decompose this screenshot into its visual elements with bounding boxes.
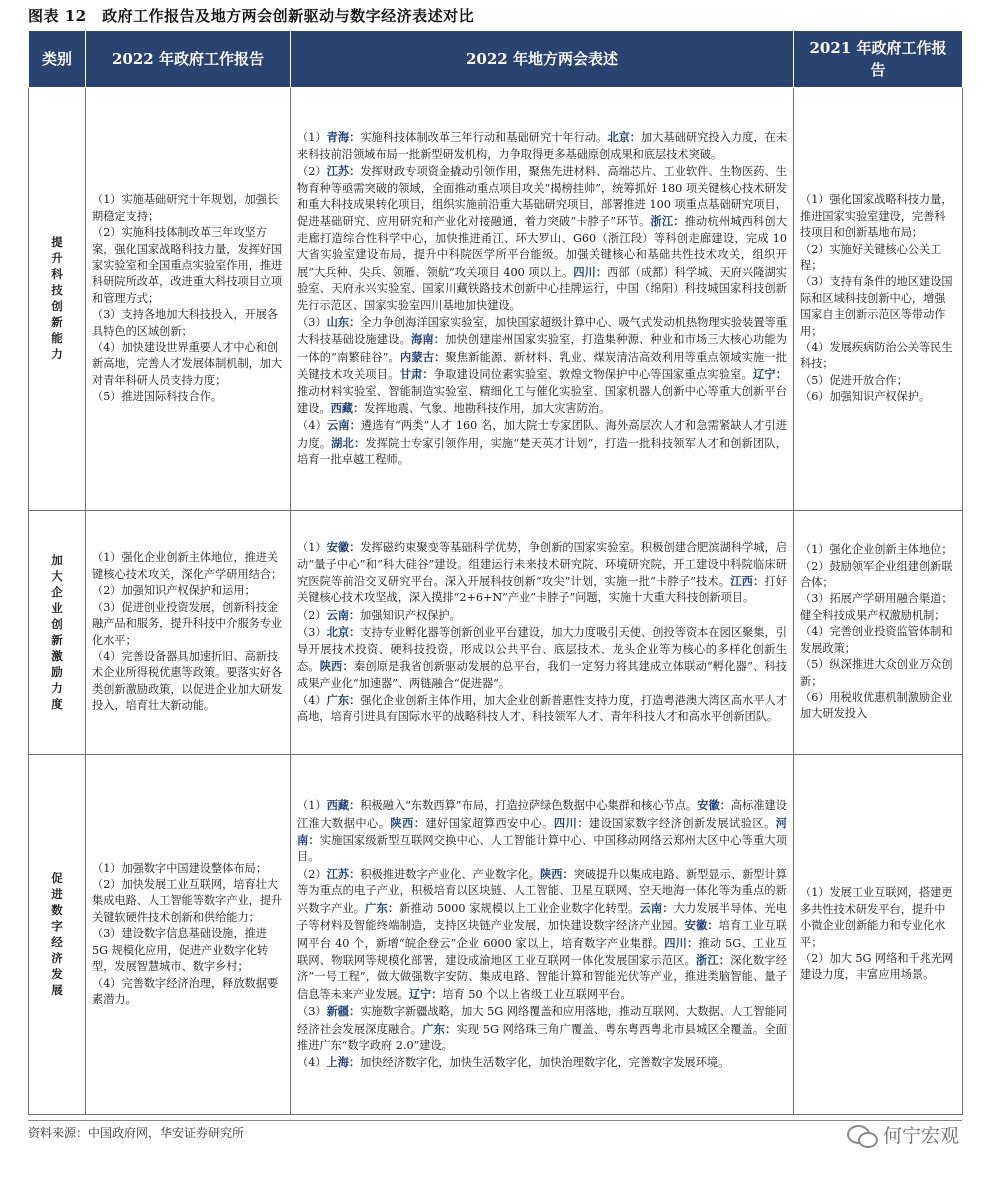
province-label: 江苏： xyxy=(326,164,361,179)
footer-divider xyxy=(28,1120,962,1121)
comparison-table xyxy=(28,30,963,1115)
statement-text: （3） xyxy=(297,1005,327,1019)
statement-text: 建设国家数字经济创新发展试验区。 xyxy=(588,816,776,830)
watermark xyxy=(847,1121,959,1148)
province-label: 海南： xyxy=(411,332,446,347)
province-label: 河南： xyxy=(297,815,787,848)
statement-text: 聚焦新能源、新材料、乳业、煤炭清洁高效利用等重点领域实施一批关键技术攻关项目。 xyxy=(297,350,787,382)
category-label: 提升科技创新能力 xyxy=(51,235,63,362)
gov-2021-item: （2）加大 5G 网络和千兆光网建设力度，丰富应用场景。 xyxy=(800,951,954,982)
statement-text: 推动 5G、工业互联网、物联网等规模化部署，建设成渝地区工业互联网一体化发展国家示范区。 xyxy=(297,936,787,967)
province-label: 四川： xyxy=(573,264,608,279)
local-2022-paragraph xyxy=(297,607,787,624)
province-label: 甘肃： xyxy=(399,367,434,382)
header-category: 类别 xyxy=(29,31,86,88)
gov-2021-item: （3）支持有条件的地区建设国际和区域科技创新中心，增强国家自主创新示范区等带动作用； xyxy=(800,275,953,338)
province-label: 广东： xyxy=(326,692,361,707)
category-cell xyxy=(29,88,86,511)
header-gov-2021-label: 2021 年政府工作报告 xyxy=(809,39,947,79)
gov-2022-item: （3）促进创业投资发展，创新科技金融产品和服务，提升科技中介服务专业化水平； xyxy=(92,600,283,647)
local-2022-paragraph xyxy=(297,1054,787,1071)
gov-2021-item: （1）强化国家战略科技力量，推进国家实验室建设，完善科技项目和创新基地布局； xyxy=(800,193,953,240)
gov-2022-item: （1）强化企业创新主体地位，推进关键核心技术攻关，深化产学研用结合； xyxy=(92,551,283,581)
gov-2021-item: （5）纵深推进大众创业万众创新； xyxy=(800,658,953,688)
province-label: 陕西： xyxy=(319,659,354,674)
statement-text: 大力发展半导体、光电子等材料及智能终端制造，支持区块链产业发展，加快建设数字经济产业园。 xyxy=(297,901,787,933)
gov-2022-item: （1）实施基础研究十年规划，加强长期稳定支持； xyxy=(92,193,279,223)
province-label: 辽宁： xyxy=(408,986,443,1001)
statement-text: 打好关键核心技术攻坚战，深入摸排“2+6+N”产业“卡脖子”问题，实施十大重大科技创新项目。 xyxy=(297,575,787,605)
province-label: 北京： xyxy=(607,130,642,145)
statement-text: 加强知识产权保护。 xyxy=(360,608,461,622)
statement-text: （4） xyxy=(297,1056,327,1070)
header-local-2022: 2022 年地方两会表述 xyxy=(291,31,794,88)
province-label: 云南： xyxy=(639,900,674,915)
statement-text: 实施科技体制改革三年行动和基础研究十年行动。 xyxy=(360,131,608,145)
table-row xyxy=(29,755,963,1115)
statement-text: 实施数字新疆战略，加大 5G 网络覆盖和应用落地，推动互联网、大数据、人工智能同经济社会发展深度融合。 xyxy=(297,1005,787,1036)
province-label: 西藏： xyxy=(330,400,365,415)
province-label: 陕西： xyxy=(390,815,426,830)
gov-2022-cell xyxy=(86,88,291,511)
gov-2022-item: （4）加快建设世界重要人才中心和创新高地，完善人才发展体制机制，加大对青年科研人员支持力度； xyxy=(92,341,283,387)
statement-text: 发挥财政专项资金撬动引领作用，聚焦先进材料、高端芯片、工业软件、生物医药、生物育种等亟需突破的领域，全面推动重点项目攻关“揭榜挂帅”，统筹抓好 180 项关键核心技术研发和重大科技成果转化项目，组织实施前沿重大基础研究项目，部署推进 100 项重点基础研究项目，促进基础研究、应用研究和产业化对接融通，着力突破“卡脖子”环节。 xyxy=(297,165,787,229)
statement-text: 支持专业孵化器等创新创业平台建设，加大力度吸引天使、创投等资本在园区聚集，引导开展技术投资、硬科技投资，形成以公共平台、底层技术、龙头企业等为核心的多样化创新生态。 xyxy=(297,626,787,674)
table-row xyxy=(29,511,963,755)
statement-text: 发挥地震、气象、地勘科技作用，加大灾害防治。 xyxy=(364,401,611,415)
province-label: 辽宁： xyxy=(752,367,787,382)
province-label: 北京： xyxy=(326,625,361,640)
statement-text: （1） xyxy=(297,131,327,145)
statement-text: 积极推进数字产业化、产业数字化。 xyxy=(360,867,540,881)
gov-2021-item: （3）拓展产学研用融合渠道；健全科技成果产权激励机制； xyxy=(800,592,953,622)
province-label: 新疆： xyxy=(326,1004,361,1019)
province-label: 浙江： xyxy=(650,214,685,229)
category-label: 加大企业创新激励力度 xyxy=(51,552,63,711)
statement-text: 加快经济数字化，加快生活数字化，加快治理数字化，完善数字发展环境。 xyxy=(360,1056,730,1070)
statement-text: 西部（成都）科学城、天府兴隆湖实验室、天府永兴实验室、国家川藏铁路技术创新中心挂牌运行，中国（绵阳）科技城国家科技创新先行示范区、国家实验室四川基地加快建设。 xyxy=(297,265,787,312)
province-label: 上海： xyxy=(326,1055,361,1070)
gov-2021-item: （4）完善创业投资监管体制和发展政策； xyxy=(800,625,953,655)
figure-title: 图表 12 政府工作报告及地方两会创新驱动与数字经济表述对比 xyxy=(28,7,475,25)
province-label: 西藏： xyxy=(326,798,361,813)
gov-2021-item: （2）实施好关键核心公关工程； xyxy=(800,242,942,272)
province-label: 云南： xyxy=(326,418,361,433)
statement-text: （4） xyxy=(297,419,327,433)
gov-2022-item: （1）加强数字中国建设整体布局； xyxy=(92,861,267,875)
local-2022-paragraph xyxy=(297,314,787,417)
statement-text: 建好国家超算西安中心。 xyxy=(425,816,554,830)
gov-2022-item: （3）支持各地加大科技投入，开展各具特色的区域创新； xyxy=(92,308,279,338)
province-label: 青海： xyxy=(326,130,361,145)
source-note: 资料来源：中国政府网，华安证券研究所 xyxy=(28,1126,245,1140)
province-label: 四川： xyxy=(553,815,589,830)
gov-2021-item: （2）鼓励领军企业组建创新联合体； xyxy=(800,559,953,590)
gov-2022-item: （4）完善设备器具加速折旧、高新技术企业所得税优惠等政策。要落实好各类创新激励政策，以促进企业加大研发投入，培育壮大新动能。 xyxy=(92,649,283,713)
gov-2021-item: （4）发展疾病防治公关等民生科技； xyxy=(800,341,953,371)
gov-2022-cell xyxy=(86,755,291,1115)
local-2022-cell xyxy=(291,755,794,1115)
statement-text: 加大基础研究投入力度，在未来科技前沿领域布局一批新型研发机构，力争取得更多基础原创成果和底层技术突破。 xyxy=(297,131,787,161)
province-label: 山东： xyxy=(326,314,361,329)
statement-text: （2） xyxy=(297,165,327,179)
province-label: 陕西： xyxy=(539,866,574,881)
wechat-icon xyxy=(847,1123,877,1147)
statement-text: （3） xyxy=(297,626,327,640)
gov-2021-item: （6）用税收优惠机制激励企业加大研发投入 xyxy=(800,690,953,721)
local-2022-paragraph xyxy=(297,866,787,1003)
statement-text: 发挥院士专家引领作用，实施“楚天英才计划”，打造一批科技领军人才和创新团队，培育一批卓越工程师。 xyxy=(297,436,787,467)
statement-text: 实施国家级新型互联网交换中心、人工智能计算中心、中国移动网络云郑州大区中心等重大项目。 xyxy=(297,834,787,864)
statement-text: 实现 5G 网络珠三角广覆盖、粤东粤西粤北市县城区全覆盖。全面推进广东“数字政府 2.0”建设。 xyxy=(297,1022,787,1052)
gov-2021-item: （6）加强知识产权保护。 xyxy=(800,390,931,404)
province-label: 江西： xyxy=(730,574,765,589)
province-label: 广东： xyxy=(365,900,400,915)
statement-text: （2） xyxy=(297,608,327,622)
statement-text: 培育 50 个以上省级工业互联网平台。 xyxy=(442,987,632,1001)
statement-text: 遴选有“两类”人才 160 名，加大院士专家团队、海外高层次人才和急需紧缺人才引进力度。 xyxy=(297,419,787,450)
table-row xyxy=(29,88,963,511)
watermark-text: 何宁宏观 xyxy=(882,1125,959,1147)
gov-2021-cell xyxy=(794,755,963,1115)
local-2022-paragraph xyxy=(297,163,787,314)
gov-2021-item: （5）促进开放合作； xyxy=(800,373,908,387)
header-gov-2022: 2022 年政府工作报告 xyxy=(86,31,291,88)
province-label: 湖北： xyxy=(331,435,366,450)
statement-text: 新推动 5000 家规模以上工业企业数字化转型。 xyxy=(399,901,640,915)
province-label: 四川： xyxy=(664,935,699,950)
header-gov-2021 xyxy=(794,31,963,88)
province-label: 安徽： xyxy=(684,918,719,933)
local-2022-paragraph xyxy=(297,129,787,163)
local-2022-cell xyxy=(291,88,794,511)
statement-text: 推动杭州城西科创大走廊打造综合性科学中心，加快推进甬江、环大罗山、G60（浙江段）等科创走廊建设，完成 10 大省实验室建设布局，提升中科院医学所平台能级。加强关键核心和基础共性技术攻关，组织开展“大兵种、尖兵、领雁、领航”攻关项目 400 项以上。 xyxy=(297,215,787,279)
gov-2022-item: （4）完善数字经济治理，释放数据要素潜力。 xyxy=(92,976,279,1006)
local-2022-paragraph xyxy=(297,1003,787,1054)
gov-2022-item: （2）加快发展工业互联网，培育壮大集成电路、人工智能等数字产业，提升关键软硬件技术创新和供给能力； xyxy=(92,878,283,924)
statement-text: 培育工业互联网平台 40 个，新增“皖企登云”企业 6000 家以上，培育数字产业集群。 xyxy=(297,919,787,950)
gov-2022-cell xyxy=(86,511,291,755)
gov-2021-item: （1）强化企业创新主体地位； xyxy=(800,543,953,557)
province-label: 安徽： xyxy=(326,540,361,555)
statement-text: 加快创建崖州国家实验室，打造集种源、种业和市场三大核心功能为一体的“南繁硅谷”。 xyxy=(297,333,787,364)
statement-text: 全力争创海洋国家实验室，加快国家超级计算中心、吸气式发动机热物理实验装置等重大科技基础设施建设。 xyxy=(297,315,787,347)
local-2022-paragraph xyxy=(297,417,787,468)
gov-2022-item: （3）建设数字信息基础设施，推进 5G 规模化应用，促进产业数字化转型，发展智慧城市、数字乡村； xyxy=(92,927,269,974)
local-2022-cell xyxy=(291,511,794,755)
statement-text: （3） xyxy=(297,315,327,329)
province-label: 内蒙古： xyxy=(399,349,446,364)
local-2022-paragraph xyxy=(297,797,787,866)
statement-text: （2） xyxy=(297,867,327,881)
figure-title-bar xyxy=(28,4,962,32)
statement-text: （1） xyxy=(297,799,327,813)
gov-2021-item: （1）发展工业互联网，搭建更多共性技术研发平台，提升中小微企业创新能力和专业化水平； xyxy=(800,886,953,949)
statement-text: 推动材料实验室、智能制造实验室、精细化工与催化实验室、国家机器人创新中心等重大创新平台建设。 xyxy=(297,384,787,415)
gov-2022-item: （5）推进国际科技合作。 xyxy=(92,390,223,404)
statement-text: 突破提升以集成电路、新型显示、新型计算等为重点的电子产业，积极培育以区块链、人工智能、卫星互联网、空天地海一体化等为重点的新兴数字产业。 xyxy=(297,867,787,915)
local-2022-paragraph xyxy=(297,624,787,692)
local-2022-paragraph xyxy=(297,692,787,726)
province-label: 云南： xyxy=(326,607,361,622)
statement-text: 深化数字经济“一号工程”，做大做强数字安防、集成电路、智能计算和智能光伏等产业，推进类脑智能、量子信息等未来产业发展。 xyxy=(297,953,787,1001)
gov-2021-cell xyxy=(794,88,963,511)
local-2022-paragraph xyxy=(297,539,787,607)
province-label: 浙江： xyxy=(695,952,731,967)
statement-text: 发挥磁约束聚变等基础科学优势，争创新的国家实验室。积极创建合肥滨湖科学城，启动“量子中心”和“科大硅谷”建设。组建运行未来技术研究院、环境研究院，开工建设中科院临床研究医院等前沿交叉研究平台。深入开展科技创新“攻尖”计划，实施一批“卡脖子”技术。 xyxy=(297,541,787,589)
category-cell xyxy=(29,755,86,1115)
table-header-row xyxy=(29,31,963,88)
gov-2022-item: （2）加强知识产权保护和运用； xyxy=(92,584,256,598)
province-label: 安徽： xyxy=(697,798,731,813)
statement-text: 秦创原是我省创新驱动发展的总平台，我们一定努力将其建成立体联动“孵化器”、科技成果产业化“加速器”、两链融合“促进器”。 xyxy=(297,660,787,690)
category-label: 促进数字经济发展 xyxy=(51,870,63,997)
category-cell xyxy=(29,511,86,755)
statement-text: 积极融入“东数西算”布局，打造拉萨绿色数据中心集群和核心节点。 xyxy=(360,799,698,813)
gov-2021-cell xyxy=(794,511,963,755)
statement-text: （4） xyxy=(297,693,327,707)
statement-text: 高标准建设江淮大数据中心。 xyxy=(297,799,787,830)
statement-text: （1） xyxy=(297,541,327,555)
statement-text: 争取建设同位素实验室、敦煌文物保护中心等国家重点实验室。 xyxy=(433,368,753,382)
province-label: 江苏： xyxy=(326,866,361,881)
province-label: 广东： xyxy=(422,1021,457,1036)
statement-text: 强化企业创新主体作用，加大企业创新普惠性支持力度，打造粤港澳大湾区高水平人才高地，培育引进具有国际水平的战略科技人才、科技领军人才、青年科技人才和高水平创新团队。 xyxy=(297,693,787,724)
gov-2022-item: （2）实施科技体制改革三年攻坚方案，强化国家战略科技力量，发挥好国家实验室和全国重点实验室作用，推进科研院所改革，改进重大科技项目立项和管理方式； xyxy=(92,226,283,305)
